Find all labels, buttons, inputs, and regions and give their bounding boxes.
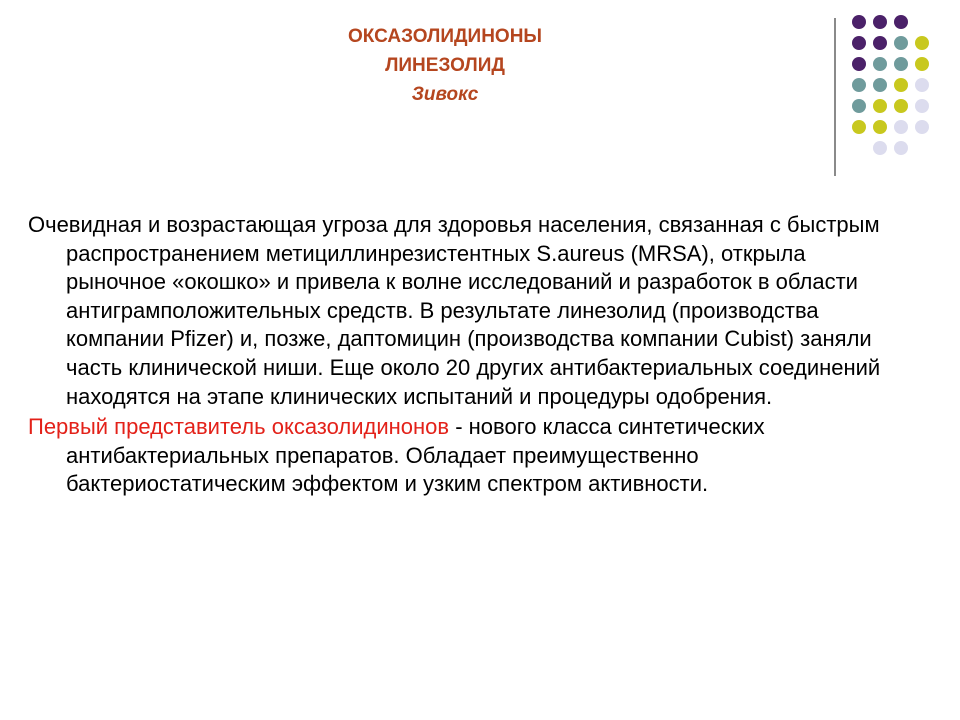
decorative-dot (873, 36, 887, 50)
paragraph-rest: - нового класса синтетических антибактериальных препаратов. Обладает преимущественно бактериостатическим эффектом и узким спектром активности. (66, 414, 765, 497)
decorative-dot (873, 99, 887, 113)
slide-title (250, 22, 640, 109)
decorative-divider (834, 18, 836, 176)
decorative-dot (852, 57, 866, 71)
decorative-dot (873, 141, 887, 155)
decorative-dot (852, 15, 866, 29)
highlight-text: Первый представитель оксазолидинонов (28, 414, 450, 440)
title-line-class: ОКСАЗОЛИДИНОНЫ (347, 26, 543, 47)
paragraph-linezolid (28, 413, 908, 499)
decorative-dot (873, 15, 887, 29)
decorative-dot (915, 78, 929, 92)
title-line-drug: ЛИНЕЗОЛИД (385, 55, 505, 76)
decorative-dot (873, 57, 887, 71)
decorative-dot (852, 36, 866, 50)
decorative-dot (873, 78, 887, 92)
decorative-dot (894, 36, 908, 50)
paragraph-threat: Очевидная и возрастающая угроза для здоровья населения, связанная с быстрым распространением метициллинрезистентных S.aureus (MRSA), открыла рыночное «окошко» и привела к волне исследований и разработок в области антиграмположительных средств. В результате линезолид (производства компании Pfizer) и, позже, даптомицин (производства компании Cubist) заняли часть клинической ниши. Еще около 20 других антибактериальных соединений находятся на этапе клинических испытаний и процедуры одобрения. (28, 212, 881, 409)
decorative-dot (894, 141, 908, 155)
decorative-dot (915, 36, 929, 50)
slide-body (28, 211, 908, 499)
decorative-dot (852, 120, 866, 134)
decorative-dot (894, 78, 908, 92)
decorative-dot (894, 57, 908, 71)
decorative-dot (894, 99, 908, 113)
decorative-dot (894, 120, 908, 134)
decorative-dot (915, 57, 929, 71)
decorative-dot (894, 15, 908, 29)
decorative-dot (915, 120, 929, 134)
title-line-brand: Зивокс (411, 84, 479, 105)
decorative-dot (852, 99, 866, 113)
decorative-dot (873, 120, 887, 134)
decorative-dot (915, 99, 929, 113)
decorative-dot (852, 78, 866, 92)
